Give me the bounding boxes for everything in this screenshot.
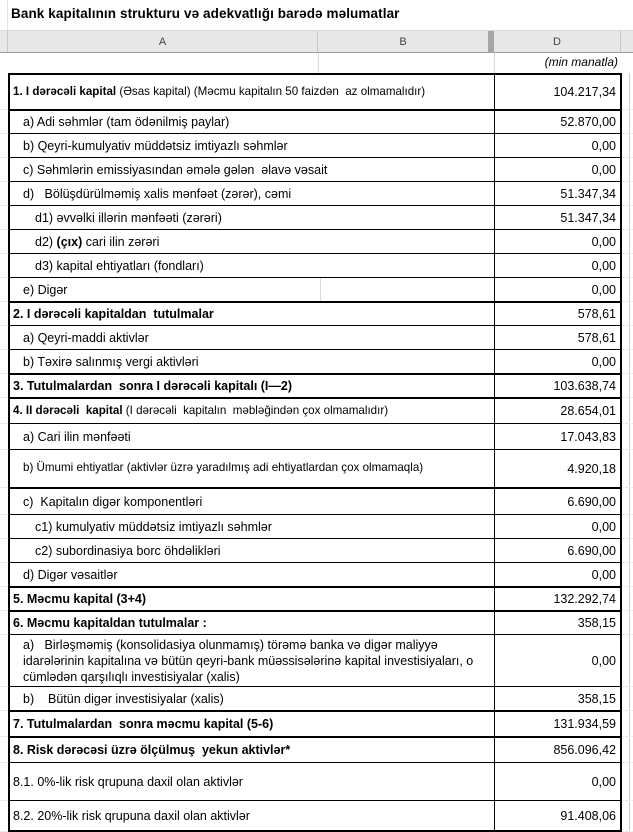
left-margin-gridline (0, 488, 8, 515)
label-text: d3) kapital ehtiyatları (fondları) (35, 258, 204, 273)
row-label-cell[interactable] (8, 158, 494, 182)
row-value-cell[interactable]: 6.690,00 (494, 488, 622, 515)
label-text: c1) kumulyativ müddətsiz imtiyazlı səhmlər (35, 519, 272, 534)
label-text: c2) subordinasiya borc öhdəlikləri (35, 543, 221, 558)
table-row (0, 182, 633, 206)
table-row (0, 398, 633, 424)
left-margin-gridline (0, 763, 8, 801)
right-margin-gridline-stub (622, 73, 633, 110)
column-header-row (0, 30, 633, 53)
row-value-cell[interactable]: 0,00 (494, 635, 622, 687)
label-text: d) Bölüşdürülməmiş xalis mənfəət (zərər), cəmi (23, 186, 292, 201)
left-margin-gridline (0, 635, 8, 687)
row-value-cell[interactable]: 0,00 (494, 254, 622, 278)
row-value-cell[interactable]: 131.934,59 (494, 711, 622, 737)
row-header-corner (0, 31, 8, 52)
table-row (0, 450, 633, 488)
table-row (0, 737, 633, 763)
label-text: b) Bütün digər investisiyalar (xalis) (23, 691, 224, 706)
table-row (0, 350, 633, 374)
right-margin-gridline-stub (622, 488, 633, 515)
row-label-cell[interactable] (8, 515, 494, 539)
left-margin-gridline (0, 206, 8, 230)
table-row (0, 587, 633, 611)
right-margin-gridline-stub (622, 424, 633, 450)
left-margin-gridline (0, 374, 8, 398)
left-margin-gridline (0, 687, 8, 711)
table-row (0, 158, 633, 182)
label-text: c) Kapitalın digər komponentləri (23, 494, 203, 509)
right-margin-gridline-stub (622, 134, 633, 158)
label-text: 6. Məcmu kapitaldan tutulmalar : (13, 616, 207, 630)
row-label-cell[interactable] (8, 687, 494, 711)
column-header-partial[interactable] (621, 31, 633, 52)
right-margin-gridline-stub (622, 587, 633, 611)
table-row (0, 611, 633, 635)
label-text: b) Təxirə salınmış vergi aktivləri (23, 354, 199, 369)
table-row (0, 134, 633, 158)
table-row (0, 374, 633, 398)
table-row (0, 515, 633, 539)
right-margin-gridline-stub (622, 326, 633, 350)
table-row (0, 230, 633, 254)
row-label-cell[interactable] (8, 230, 494, 254)
right-margin-gridline-stub (622, 539, 633, 563)
row-value-cell[interactable]: 6.690,00 (494, 539, 622, 563)
label-text: (I dərəcəli kapitalın məbləğindən çox olmamalıdır) (125, 403, 389, 417)
gridline (494, 53, 495, 73)
table-row (0, 635, 633, 687)
row-value-cell[interactable]: 52.870,00 (494, 110, 622, 134)
label-text: 8.2. 20%-lik risk qrupuna daxil olan aktivlər (13, 808, 250, 823)
label-text: 1. I dərəcəli kapital (13, 84, 120, 98)
table-row (0, 278, 633, 302)
row-label-cell[interactable] (8, 254, 494, 278)
left-margin-gridline (0, 350, 8, 374)
right-margin-gridline-stub (622, 278, 633, 302)
right-margin-gridline-stub (622, 230, 633, 254)
row-label-cell[interactable] (8, 635, 494, 687)
left-margin-gridline (0, 801, 8, 832)
row-label-cell[interactable] (8, 737, 494, 763)
left-margin-gridline (0, 110, 8, 134)
table-row (0, 763, 633, 801)
right-margin-gridline-stub (622, 302, 633, 326)
row-value-cell[interactable]: 91.408,06 (494, 801, 622, 832)
table-row (0, 539, 633, 563)
row-value-cell[interactable]: 17.043,83 (494, 424, 622, 450)
row-value-cell[interactable]: 4.920,18 (494, 450, 622, 488)
row-value-cell[interactable]: 28.654,01 (494, 398, 622, 424)
row-label-cell[interactable] (8, 278, 494, 302)
label-text: a) Birləşməmiş (konsolidasiya olunmamış) törəmə banka və digər maliyyə idarələrinin kapitalına və bütün qeyri-bank müəssisələrinə kapital investisiyaları, o cümlədən qarşılıqlı investisiyalar (xalis) (23, 637, 477, 684)
label-text: a) Qeyri-maddi aktivlər (23, 330, 149, 345)
label-text: a) Cari ilin mənfəəti (23, 429, 131, 444)
left-margin-gridline (0, 737, 8, 763)
table-row (0, 73, 633, 110)
right-margin-gridline-stub (622, 737, 633, 763)
row-value-cell[interactable]: 358,15 (494, 687, 622, 711)
table-row (0, 801, 633, 832)
label-text: 8. Risk dərəcəsi üzrə ölçülmuş yekun aktivlər* (13, 743, 291, 757)
table-row (0, 110, 633, 134)
row-value-cell[interactable]: 0,00 (494, 134, 622, 158)
report-title: Bank kapitalının strukturu və adekvatlığı barədə məlumatlar (11, 6, 400, 21)
left-margin-gridline (0, 182, 8, 206)
right-margin-gridline-stub (622, 254, 633, 278)
label-text: c) Səhmlərin emissiyasından əmələ gələn əlavə vəsait (23, 162, 328, 177)
left-margin-gridline (0, 515, 8, 539)
row-label-cell[interactable] (8, 182, 494, 206)
row-value-cell[interactable]: 0,00 (494, 515, 622, 539)
row-label-cell[interactable] (8, 206, 494, 230)
left-margin-gridline (0, 158, 8, 182)
left-margin-gridline (0, 254, 8, 278)
row-label-cell[interactable] (8, 587, 494, 611)
row-value-cell[interactable]: 0,00 (494, 350, 622, 374)
column-header-a[interactable]: A (8, 31, 318, 52)
row-label-cell[interactable] (8, 763, 494, 801)
left-margin-gridline (0, 398, 8, 424)
row-label-cell[interactable] (8, 398, 494, 424)
label-text: 5. Məcmu kapital (3+4) (13, 592, 147, 606)
row-value-cell[interactable]: 0,00 (494, 278, 622, 302)
right-margin-gridline-stub (622, 563, 633, 587)
left-margin-gridline (0, 711, 8, 737)
table-row (0, 326, 633, 350)
left-margin-gridline (0, 73, 8, 110)
table-row (0, 687, 633, 711)
right-margin-gridline-stub (622, 801, 633, 832)
left-margin-gridline (0, 326, 8, 350)
row-value-cell[interactable]: 51.347,34 (494, 182, 622, 206)
label-text: e) Digər (23, 282, 68, 297)
gridline (7, 0, 8, 30)
right-margin-gridline-stub (622, 635, 633, 687)
label-text: 3. Tutulmalardan sonra I dərəcəli kapitalı (I—2) (13, 379, 293, 393)
right-margin-gridline-stub (622, 182, 633, 206)
label-text: 4. II dərəcəli kapital (13, 403, 126, 417)
row-value-cell[interactable]: 578,61 (494, 302, 622, 326)
row-label-cell[interactable] (8, 350, 494, 374)
row-label-cell[interactable] (8, 134, 494, 158)
cell-gridline (320, 278, 321, 301)
row-value-cell[interactable]: 132.292,74 (494, 587, 622, 611)
left-margin-gridline (0, 587, 8, 611)
table-row (0, 302, 633, 326)
label-text: 2. I dərəcəli kapitaldan tutulmalar (13, 307, 214, 321)
right-margin-gridline-stub (622, 350, 633, 374)
label-text: d) Digər vəsaitlər (23, 567, 118, 582)
row-label-cell[interactable] (8, 450, 494, 488)
table-row (0, 424, 633, 450)
label-text: (Əsas kapital) (Məcmu kapitalın 50 faizdən az olmamalıdır) (119, 84, 426, 98)
label-text: 8.1. 0%-lik risk qrupuna daxil olan aktivlər (13, 774, 243, 789)
label-text: (çıx) (56, 234, 83, 249)
row-value-cell[interactable]: 856.096,42 (494, 737, 622, 763)
left-margin-gridline (0, 611, 8, 635)
right-margin-gridline-stub (622, 687, 633, 711)
right-margin-gridline-stub (622, 398, 633, 424)
table-row (0, 711, 633, 737)
column-header-d[interactable]: D (494, 31, 621, 52)
row-label-cell[interactable] (8, 801, 494, 832)
left-margin-gridline (0, 424, 8, 450)
table-row (0, 206, 633, 230)
left-margin-gridline (0, 563, 8, 587)
row-label-cell[interactable] (8, 110, 494, 134)
label-text: d1) əvvəlki illərin mənfəəti (zərəri) (35, 210, 222, 225)
left-margin-gridline (0, 230, 8, 254)
row-label-cell[interactable] (8, 611, 494, 635)
row-label-cell[interactable] (8, 302, 494, 326)
left-margin-gridline (0, 278, 8, 302)
table-row (0, 254, 633, 278)
row-label-cell[interactable] (8, 539, 494, 563)
right-margin-gridline-stub (622, 374, 633, 398)
row-value-cell[interactable]: 0,00 (494, 158, 622, 182)
row-value-cell[interactable]: 358,15 (494, 611, 622, 635)
row-label-cell[interactable] (8, 73, 494, 110)
left-margin-gridline (0, 134, 8, 158)
row-value-cell[interactable]: 51.347,34 (494, 206, 622, 230)
title-bar (0, 0, 633, 30)
label-text: cari ilin zərəri (82, 234, 160, 249)
right-margin-gridline-stub (622, 711, 633, 737)
row-value-cell[interactable]: 0,00 (494, 230, 622, 254)
row-label-cell[interactable] (8, 488, 494, 515)
left-margin-gridline (0, 450, 8, 488)
row-value-cell[interactable]: 0,00 (494, 563, 622, 587)
left-margin-gridline (0, 539, 8, 563)
label-text: a) Adi səhmlər (tam ödənilmiş paylar) (23, 115, 230, 129)
row-label-cell[interactable] (8, 711, 494, 737)
row-label-cell[interactable] (8, 424, 494, 450)
right-margin-gridline-stub (622, 763, 633, 801)
label-text: b) Ümumi ehtiyatlar (aktivlər üzrə yaradılmış adi ehtiyatlardan çox olmamaqla) (23, 461, 424, 475)
right-margin-gridline-stub (622, 158, 633, 182)
unit-note-row (0, 53, 633, 73)
unit-note: (min manatla) (544, 55, 618, 69)
right-margin-gridline-stub (622, 206, 633, 230)
right-margin-gridline-stub (622, 611, 633, 635)
left-margin-gridline (0, 302, 8, 326)
row-value-cell[interactable]: 0,00 (494, 763, 622, 801)
label-text: b) Qeyri-kumulyativ müddətsiz imtiyazlı səhmlər (23, 138, 288, 153)
row-label-cell[interactable] (8, 374, 494, 398)
table-row (0, 563, 633, 587)
row-label-cell[interactable] (8, 563, 494, 587)
label-text: d2) (35, 234, 57, 249)
gridline (318, 53, 319, 73)
table-row (0, 488, 633, 515)
row-value-cell[interactable]: 578,61 (494, 326, 622, 350)
column-header-b[interactable]: B (399, 35, 407, 48)
row-value-cell[interactable]: 103.638,74 (494, 374, 622, 398)
capital-table (0, 73, 633, 832)
right-margin-gridline-stub (622, 515, 633, 539)
right-margin-gridline-stub (622, 110, 633, 134)
label-text: 7. Tutulmalardan sonra məcmu kapital (5-6) (13, 717, 274, 731)
right-margin-gridline-stub (622, 450, 633, 488)
row-label-cell[interactable] (8, 326, 494, 350)
row-value-cell[interactable]: 104.217,34 (494, 73, 622, 110)
